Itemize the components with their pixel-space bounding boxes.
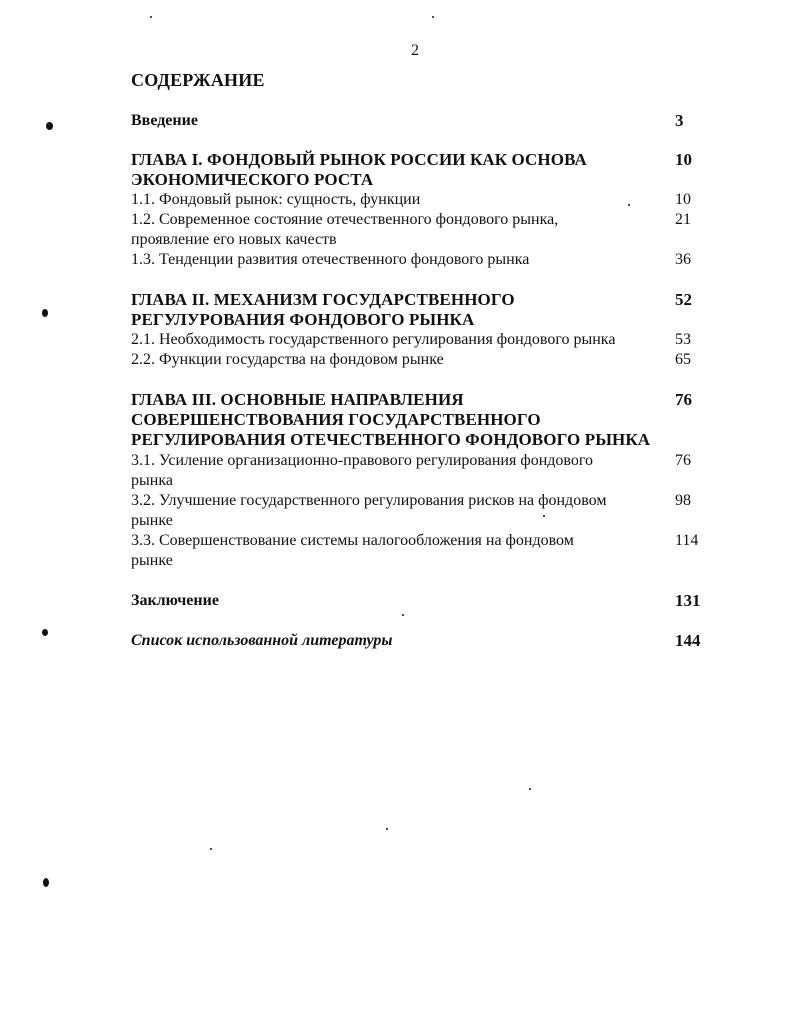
chapter-title-line: ГЛАВА II. МЕХАНИЗМ ГОСУДАРСТВЕННОГО: [131, 290, 515, 309]
toc-page-ch1: 10: [675, 150, 692, 169]
section-line: 1.2. Современное состояние отечественного фондового рынка,: [131, 211, 559, 228]
toc-page-1-3: 36: [675, 251, 691, 268]
section-line: проявление его новых качеств: [131, 231, 337, 248]
toc-entry-references[interactable]: [131, 631, 671, 651]
toc-entry-label: 2.1. Необходимость государственного регулирования фондового рынка: [131, 331, 616, 348]
scan-speck: [150, 16, 152, 18]
page-number: 2: [411, 42, 419, 59]
toc-section-2-1[interactable]: [131, 330, 676, 350]
scan-speck: [386, 828, 388, 830]
toc-chapter-3[interactable]: [131, 390, 676, 450]
section-line: 3.1. Усиление организационно-правового регулирования фондового: [131, 452, 594, 469]
toc-section-1-2[interactable]: [131, 210, 671, 250]
section-line: рынке: [131, 512, 173, 529]
toc-entry-label: Заключение: [131, 592, 219, 609]
toc-entry-label: 2.2. Функции государства на фондовом рынке: [131, 351, 444, 368]
chapter-title-line: РЕГУЛУРОВАНИЯ ФОНДОВОГО РЫНКА: [131, 310, 475, 329]
toc-page-conclusion: 131: [675, 591, 701, 610]
toc-chapter-2[interactable]: [131, 290, 671, 330]
toc-page-2-1: 53: [675, 331, 691, 348]
section-line: рынке: [131, 552, 173, 569]
chapter-title-line: ГЛАВА I. ФОНДОВЫЙ РЫНОК РОССИИ КАК ОСНОВА: [131, 150, 587, 169]
toc-chapter-1[interactable]: [131, 150, 671, 190]
section-line: 3.2. Улучшение государственного регулирования рисков на фондовом: [131, 492, 607, 509]
toc-section-1-3[interactable]: [131, 250, 671, 270]
chapter-title-line: ЭКОНОМИЧЕСКОГО РОСТА: [131, 170, 374, 189]
scan-speck: [46, 122, 53, 130]
section-line: 3.3. Совершенствование системы налогообложения на фондовом: [131, 532, 574, 549]
toc-section-2-2[interactable]: [131, 350, 671, 370]
toc-page-ch2: 52: [675, 290, 692, 309]
section-line: рынка: [131, 472, 173, 489]
toc-section-3-3[interactable]: [131, 531, 671, 571]
toc-entry-label: Список использованной литературы: [131, 632, 393, 649]
toc-page-2-2: 65: [675, 351, 691, 368]
toc-entry-label: 1.3. Тенденции развития отечественного фондового рынка: [131, 251, 530, 268]
scan-speck: [402, 614, 404, 616]
toc-entry-intro[interactable]: [131, 111, 671, 131]
toc-page-ch3: 76: [675, 390, 692, 409]
scan-speck: [42, 309, 48, 317]
toc-entry-label: Введение: [131, 112, 198, 129]
chapter-title-line: СОВЕРШЕНСТВОВАНИЯ ГОСУДАРСТВЕННОГО: [131, 410, 541, 429]
toc-page-1-2: 21: [675, 211, 691, 228]
chapter-title-line: РЕГУЛИРОВАНИЯ ОТЕЧЕСТВЕННОГО ФОНДОВОГО РЫНКА: [131, 430, 651, 449]
toc-section-3-1[interactable]: [131, 451, 671, 491]
toc-page-3-2: 98: [675, 492, 691, 509]
scan-speck: [43, 878, 49, 887]
toc-entry-conclusion[interactable]: [131, 591, 671, 611]
scan-speck: [42, 629, 48, 636]
toc-page-3-1: 76: [675, 452, 691, 469]
chapter-title-line: ГЛАВА III. ОСНОВНЫЕ НАПРАВЛЕНИЯ: [131, 390, 464, 409]
toc-page-intro: 3: [675, 111, 684, 130]
toc-title: СОДЕРЖАНИЕ: [131, 70, 265, 90]
toc-entry-label: 1.1. Фондовый рынок: сущность, функции: [131, 191, 421, 208]
toc-page-3-3: 114: [675, 532, 699, 549]
toc-section-1-1[interactable]: [131, 190, 671, 210]
toc-page-1-1: 10: [675, 191, 691, 208]
scan-speck: [210, 848, 212, 850]
scan-speck: [432, 16, 434, 18]
toc-section-3-2[interactable]: [131, 491, 676, 531]
toc-page-references: 144: [675, 631, 701, 650]
scan-speck: [529, 788, 531, 790]
